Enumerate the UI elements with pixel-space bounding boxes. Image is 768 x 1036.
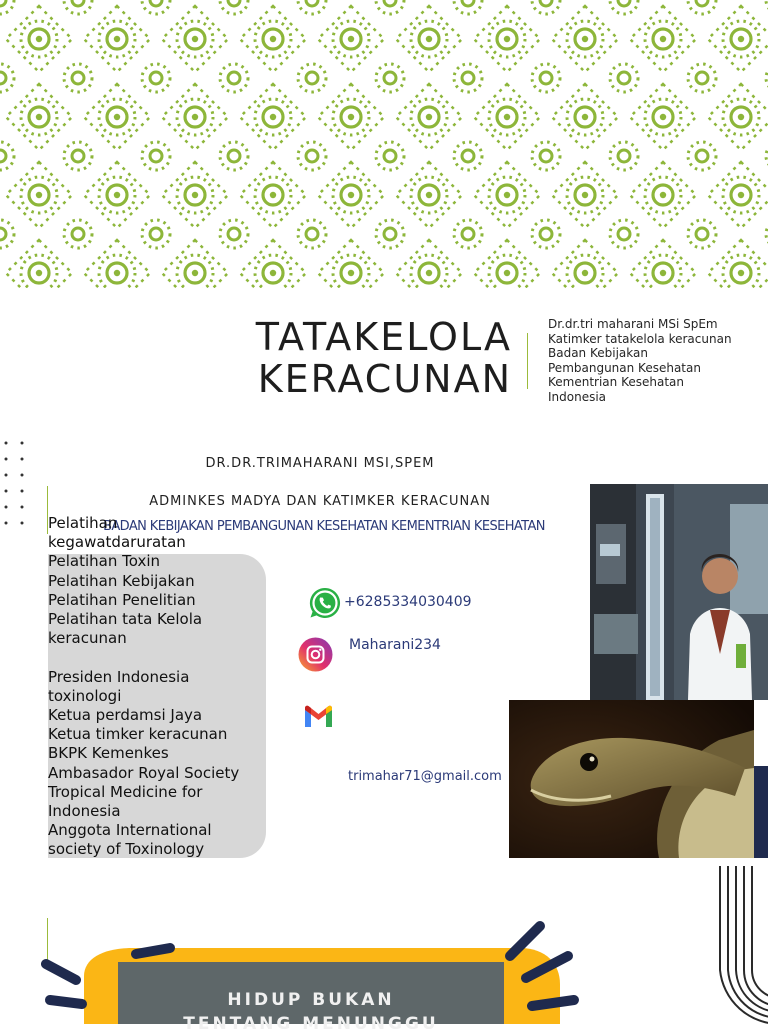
cv-line: Tropical Medicine for: [48, 782, 203, 801]
instagram-handle[interactable]: Maharani234: [349, 637, 441, 653]
cv-line: Pelatihan Penelitian: [48, 590, 196, 609]
cv-line: Anggota International: [48, 821, 212, 840]
whatsapp-icon[interactable]: [308, 586, 342, 620]
phone-number[interactable]: +6285334030409: [344, 594, 472, 610]
pattern-banner: [0, 0, 768, 288]
title-line: TATAKELOLA: [255, 315, 512, 359]
cv-line: society of Toxinology: [48, 840, 205, 859]
cv-line: Pelatihan Toxin: [48, 552, 161, 571]
dot-grid-decoration: [0, 436, 30, 532]
subtitle-line: Badan Kebijakan: [548, 346, 648, 361]
side-strip: [754, 766, 768, 858]
cv-line: toxinologi: [48, 686, 122, 705]
title-divider: [527, 333, 528, 389]
snake-photo: [509, 700, 754, 858]
cv-list: [48, 514, 278, 860]
slide-subtitle: [548, 317, 760, 405]
cv-line: BKPK Kemenkes: [48, 744, 169, 763]
cv-line: Pelatihan tata Kelola: [48, 610, 203, 629]
cv-line: Pelatihan Kebijakan: [48, 571, 195, 590]
subtitle-line: Pembangunan Kesehatan: [548, 360, 701, 375]
subtitle-line: Indonesia: [548, 389, 607, 404]
cv-line: Ketua timker keracunan: [48, 725, 228, 744]
cv-line: Pelatihan: [48, 514, 118, 532]
quote-line: HIDUP BUKAN: [227, 990, 395, 1010]
quote-line: TENTANG MENUNGGU: [183, 1014, 439, 1034]
quote-text: [118, 988, 504, 1036]
subtitle-line: Katimker tatakelola keracunan: [548, 331, 732, 346]
cv-line: [48, 648, 278, 667]
concentric-arcs-decoration: [712, 866, 768, 1024]
cv-line: Presiden Indonesia: [48, 667, 190, 686]
doctor-photo: [590, 484, 768, 700]
cv-line: Indonesia: [48, 802, 121, 821]
subtitle-line: Kementrian Kesehatan: [548, 375, 684, 390]
cv-line: Ketua perdamsi Jaya: [48, 706, 203, 725]
cv-line: keracunan: [48, 629, 127, 648]
subtitle-line: Dr.dr.tri maharani MSi SpEm: [548, 317, 718, 331]
presenter-agency: BADAN KEBIJAKAN PEMBANGUNAN KESEHATAN KEMENTRIAN KESEHATAN: [103, 519, 545, 534]
gmail-icon[interactable]: [303, 704, 334, 729]
instagram-icon[interactable]: [298, 637, 333, 672]
cv-line: kegawatdaruratan: [48, 533, 186, 552]
cv-line: Ambasador Royal Society: [48, 763, 240, 782]
title-line: KERACUNAN: [257, 357, 512, 401]
presenter-name: DR.DR.TRIMAHARANI MSI,SPEM: [205, 456, 435, 471]
presenter-role: ADMINKES MADYA DAN KATIMKER KERACUNAN: [149, 494, 491, 509]
slide-title: [240, 316, 512, 400]
email-address[interactable]: trimahar71@gmail.com: [348, 769, 502, 784]
